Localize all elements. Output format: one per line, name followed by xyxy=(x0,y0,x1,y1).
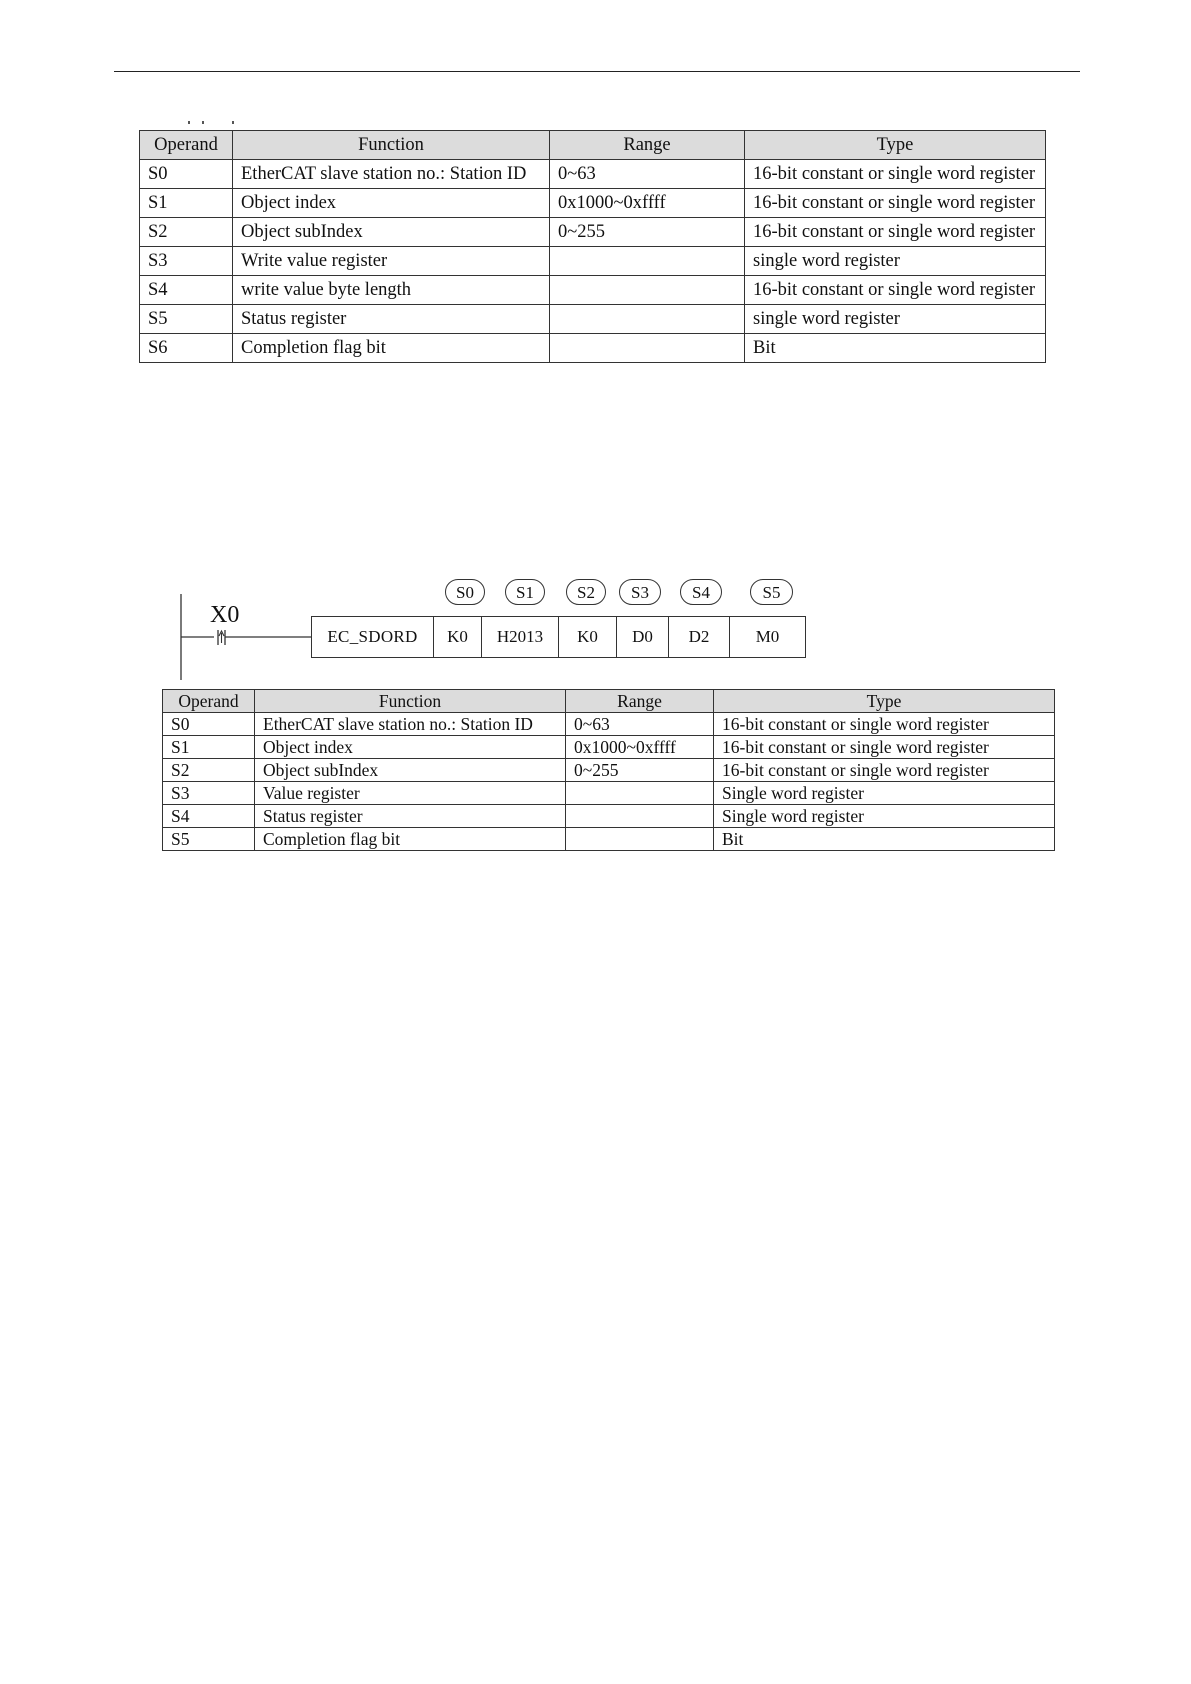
cell-operand: S4 xyxy=(163,805,255,828)
cell-type: Bit xyxy=(714,828,1055,851)
cell-operand: S2 xyxy=(140,218,233,247)
col-header-function: Function xyxy=(233,131,550,160)
operand-badge-s4: S4 xyxy=(680,579,722,605)
cell-function: Status register xyxy=(233,305,550,334)
cell-type: single word register xyxy=(745,305,1046,334)
table-row xyxy=(163,805,1055,828)
cell-range: 0x1000~0xffff xyxy=(566,736,714,759)
cell-function: Completion flag bit xyxy=(255,828,566,851)
cell-function: Object subIndex xyxy=(255,759,566,782)
cell-function: Value register xyxy=(255,782,566,805)
instruction-operand-s2: K0 xyxy=(559,617,617,657)
col-header-range: Range xyxy=(550,131,745,160)
cell-range: 0~255 xyxy=(566,759,714,782)
cell-type: single word register xyxy=(745,247,1046,276)
cell-type: 16-bit constant or single word register xyxy=(745,160,1046,189)
cell-range xyxy=(566,828,714,851)
contact-label: X0 xyxy=(210,602,240,628)
rising-edge-contact-icon xyxy=(218,630,225,645)
cell-function: Object subIndex xyxy=(233,218,550,247)
cell-function: EtherCAT slave station no.: Station ID xyxy=(255,713,566,736)
cell-operand: S2 xyxy=(163,759,255,782)
cell-range xyxy=(566,805,714,828)
cell-type: 16-bit constant or single word register xyxy=(714,713,1055,736)
col-header-range: Range xyxy=(566,690,714,713)
cell-operand: S3 xyxy=(140,247,233,276)
cell-operand: S1 xyxy=(140,189,233,218)
instruction-operand-s1: H2013 xyxy=(482,617,559,657)
operand-badge-s2: S2 xyxy=(566,579,606,605)
cell-function: EtherCAT slave station no.: Station ID xyxy=(233,160,550,189)
ladder-diagram xyxy=(0,0,1191,690)
cell-type: 16-bit constant or single word register xyxy=(745,276,1046,305)
instruction-mnemonic: EC_SDORD xyxy=(312,617,434,657)
cell-range xyxy=(566,782,714,805)
cell-operand: S5 xyxy=(140,305,233,334)
cell-range: 0~63 xyxy=(550,160,745,189)
table-row xyxy=(163,828,1055,851)
col-header-function: Function xyxy=(255,690,566,713)
col-header-type: Type xyxy=(714,690,1055,713)
table-row xyxy=(163,782,1055,805)
instruction-operand-s5: M0 xyxy=(755,627,780,646)
cell-type: 16-bit constant or single word register xyxy=(714,759,1055,782)
operand-table-read xyxy=(162,689,1055,851)
col-header-type: Type xyxy=(745,131,1046,160)
cell-function: write value byte length xyxy=(233,276,550,305)
cell-range: 0x1000~0xffff xyxy=(550,189,745,218)
cell-type: Single word register xyxy=(714,782,1055,805)
cell-function: Write value register xyxy=(233,247,550,276)
cell-operand: S6 xyxy=(140,334,233,363)
cell-operand: S4 xyxy=(140,276,233,305)
cell-operand: S3 xyxy=(163,782,255,805)
cell-range: 0~63 xyxy=(566,713,714,736)
cell-operand: S0 xyxy=(140,160,233,189)
operand-badge-s5: S5 xyxy=(750,579,793,605)
cell-type: Single word register xyxy=(714,805,1055,828)
cell-function: Object index xyxy=(233,189,550,218)
operand-badge-s3: S3 xyxy=(619,579,661,605)
cell-range: 0~255 xyxy=(550,218,745,247)
cell-type: 16-bit constant or single word register xyxy=(714,736,1055,759)
table-row xyxy=(163,759,1055,782)
col-header-operand: Operand xyxy=(140,131,233,160)
cell-type: 16-bit constant or single word register xyxy=(745,189,1046,218)
table-row xyxy=(163,736,1055,759)
table-row xyxy=(163,713,1055,736)
cell-operand: S0 xyxy=(163,713,255,736)
cell-function: Object index xyxy=(255,736,566,759)
cell-function: Status register xyxy=(255,805,566,828)
cell-type: Bit xyxy=(745,334,1046,363)
instruction-block xyxy=(311,616,806,658)
col-header-operand: Operand xyxy=(163,690,255,713)
cell-type: 16-bit constant or single word register xyxy=(745,218,1046,247)
instruction-operand-s0: K0 xyxy=(434,617,482,657)
cell-function: Completion flag bit xyxy=(233,334,550,363)
table-header-row xyxy=(163,690,1055,713)
operand-badge-s0: S0 xyxy=(445,579,485,605)
instruction-operand-s4: D2 xyxy=(669,617,730,657)
cell-operand: S1 xyxy=(163,736,255,759)
instruction-operand-s3: D0 xyxy=(617,617,669,657)
cell-operand: S5 xyxy=(163,828,255,851)
operand-badge-s1: S1 xyxy=(505,579,545,605)
